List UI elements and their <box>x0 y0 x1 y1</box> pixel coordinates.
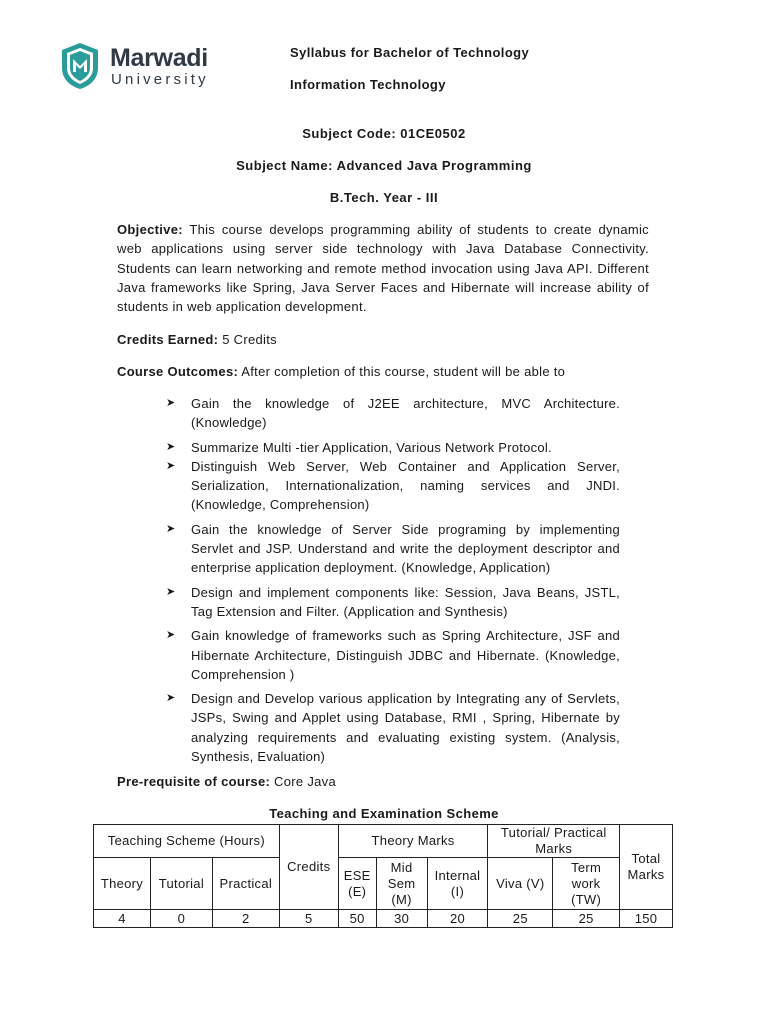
arrow-bullet-icon: ➤ <box>166 459 176 472</box>
viva-value: 25 <box>488 910 553 928</box>
objective-paragraph <box>117 220 649 316</box>
list-item <box>166 626 620 684</box>
list-item <box>166 438 620 457</box>
list-item <box>166 520 620 578</box>
table-row <box>94 825 673 858</box>
outcomes-intro <box>117 362 649 381</box>
term-work-header: Term work (TW) <box>553 858 620 910</box>
mid-sem-header: Mid Sem (M) <box>376 858 427 910</box>
teaching-scheme-header: Teaching Scheme (Hours) <box>94 825 280 858</box>
arrow-bullet-icon: ➤ <box>166 397 176 409</box>
total-value: 150 <box>620 910 673 928</box>
theory-header: Theory <box>94 858 151 910</box>
credits-text: 5 Credits <box>218 332 277 347</box>
theory-value: 4 <box>94 910 151 928</box>
arrow-bullet-icon: ➤ <box>166 692 176 705</box>
outcomes-list <box>166 394 620 771</box>
prereq-text: Core Java <box>270 774 337 789</box>
total-marks-header: Total Marks <box>620 825 673 910</box>
header-line-2: Information Technology <box>290 77 446 92</box>
prereq-label: Pre-requisite of course: <box>117 774 271 789</box>
scheme-table <box>93 824 673 928</box>
tutorial-value: 0 <box>150 910 212 928</box>
subject-name: Subject Name: Advanced Java Programming <box>236 158 532 173</box>
scheme-title: Teaching and Examination Scheme <box>269 806 499 821</box>
objective-label: Objective: <box>117 222 183 237</box>
credits-label: Credits Earned: <box>117 332 219 347</box>
tutorial-practical-header: Tutorial/ Practical Marks <box>488 825 620 858</box>
outcomes-label: Course Outcomes: <box>117 364 239 379</box>
arrow-bullet-icon: ➤ <box>166 629 176 642</box>
arrow-bullet-icon: ➤ <box>166 585 176 598</box>
credits-header: Credits <box>279 825 338 910</box>
list-item <box>166 583 620 622</box>
credits-paragraph <box>117 330 649 349</box>
table-row <box>94 858 673 910</box>
logo-subtitle: University <box>111 71 209 88</box>
subject-year: B.Tech. Year - III <box>329 190 439 205</box>
mid-sem-value: 30 <box>376 910 427 928</box>
objective-text: This course develops programming ability of students to create dynamic web applications using server side technology with Java Database Connectivity. Students can learn networking and remote method invocation using Java API. Different Java frameworks like Spring, Java Server Faces and Hibernate will increase ability of students in web application development. <box>117 222 649 315</box>
outcomes-intro-text: After completion of this course, student will be able to <box>238 364 566 379</box>
internal-header: Internal (I) <box>427 858 488 910</box>
header-line-1: Syllabus for Bachelor of Technology <box>290 45 530 60</box>
internal-value: 20 <box>427 910 488 928</box>
outcome-text: Design and Develop various application by Integrating any of Servlets, JSPs, Swing and Applet using Database, RMI , Spring, Hibernate by analyzing requirements and evaluating existing system. (Analysis, Synthesis, Evaluation) <box>191 691 620 765</box>
theory-marks-header: Theory Marks <box>338 825 488 858</box>
viva-header: Viva (V) <box>488 858 553 910</box>
table-row <box>94 910 673 928</box>
outcome-text: Design and implement components like: Session, Java Beans, JSTL, Tag Extension and Filter. (Application and Synthesis) <box>191 584 620 619</box>
prereq-paragraph <box>117 772 649 791</box>
list-item <box>166 394 620 433</box>
outcome-text: Distinguish Web Server, Web Container and Application Server, Serialization, Internationalization, naming services and JNDI. (Knowledge, Comprehension) <box>191 458 620 513</box>
arrow-bullet-icon: ➤ <box>166 522 176 535</box>
credits-value: 5 <box>279 910 338 928</box>
arrow-bullet-icon: ➤ <box>166 440 176 453</box>
outcome-text: Gain the knowledge of Server Side programing by implementing Servlet and JSP. Understand and write the deployment descriptor and enterprise application deployment. (Knowledge, Application) <box>191 521 620 576</box>
practical-header: Practical <box>212 858 279 910</box>
subject-code: Subject Code: 01CE0502 <box>302 126 466 141</box>
list-item <box>166 457 620 515</box>
shield-icon <box>60 42 100 90</box>
ese-header: ESE (E) <box>338 858 376 910</box>
list-item <box>166 689 620 766</box>
outcome-text: Summarize Multi -tier Application, Various Network Protocol. <box>191 439 552 455</box>
outcome-text: Gain knowledge of frameworks such as Spring Architecture, JSF and Hibernate Architecture, Distinguish JDBC and Hibernate. (Knowledge, Comprehension ) <box>191 628 620 682</box>
ese-value: 50 <box>338 910 376 928</box>
university-logo <box>60 42 240 92</box>
logo-name: Marwadi <box>110 44 208 72</box>
term-work-value: 25 <box>553 910 620 928</box>
practical-value: 2 <box>212 910 279 928</box>
tutorial-header: Tutorial <box>150 858 212 910</box>
outcome-text: Gain the knowledge of J2EE architecture, MVC Architecture. (Knowledge) <box>191 396 620 431</box>
